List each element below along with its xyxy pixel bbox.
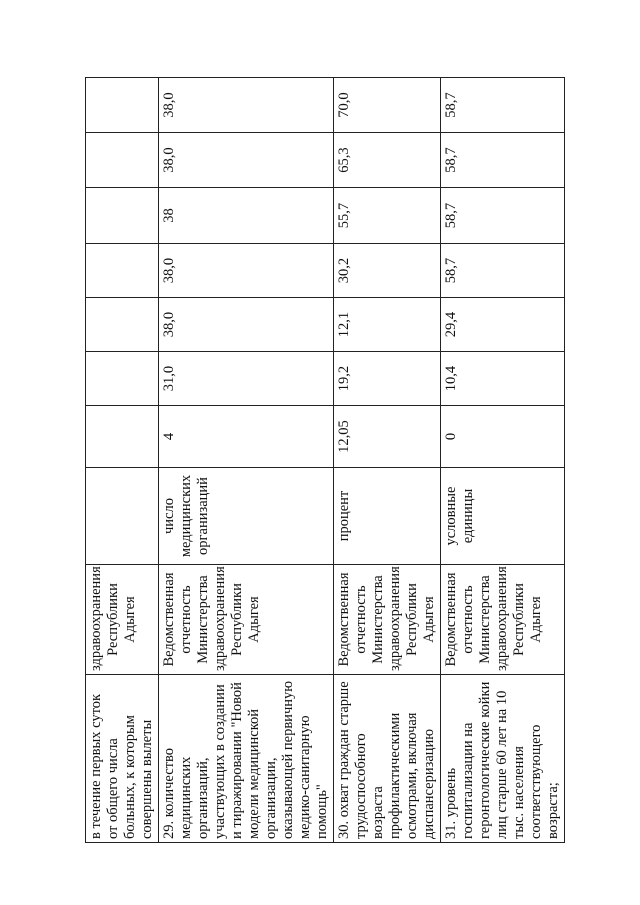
unit-cell: процент [334, 468, 441, 565]
value-cell [86, 406, 159, 468]
rotated-table-wrapper [85, 78, 561, 843]
value-cell: 58,7 [441, 188, 565, 244]
value-cell: 31,0 [159, 352, 334, 406]
value-cell: 70,0 [334, 78, 441, 133]
indicators-table [85, 77, 565, 843]
value-cell [86, 352, 159, 406]
value-cell: 55,7 [334, 188, 441, 244]
indicator-cell: в течение первых суток от общего числа больных, к которым совершены вылеты [86, 675, 159, 843]
value-cell: 10,4 [441, 352, 565, 406]
unit-cell: условные единицы [441, 468, 565, 565]
value-cell: 58,7 [441, 133, 565, 188]
unit-cell [86, 468, 159, 565]
value-cell [86, 78, 159, 133]
value-cell: 4 [159, 406, 334, 468]
source-cell: Ведомственная отчетность Министерства здравоохранения Республики Адыгея [159, 565, 334, 675]
source-cell: здравоохранения Республики Адыгея [86, 565, 159, 675]
table-row [159, 78, 334, 843]
indicator-cell: 29. количество медицинских организаций, участвующих в создании и тиражировании "Новой модели медицинской организации, оказывающей первичную медико-санитарную помощь" [159, 675, 334, 843]
value-cell: 58,7 [441, 78, 565, 133]
value-cell: 29,4 [441, 298, 565, 352]
value-cell: 30,2 [334, 244, 441, 298]
table-row [334, 78, 441, 843]
value-cell: 0 [441, 406, 565, 468]
unit-cell: число медицинских организаций [159, 468, 334, 565]
value-cell: 38,0 [159, 244, 334, 298]
value-cell: 38,0 [159, 133, 334, 188]
value-cell: 65,3 [334, 133, 441, 188]
value-cell: 58,7 [441, 244, 565, 298]
value-cell [86, 133, 159, 188]
value-cell: 12,05 [334, 406, 441, 468]
source-cell: Ведомственная отчетность Министерства здравоохранения Республики Адыгея [441, 565, 565, 675]
table-row [86, 78, 159, 843]
indicator-cell: 30. охват граждан старше трудоспособного возраста профилактическими осмотрами, включая диспансеризацию [334, 675, 441, 843]
value-cell: 38 [159, 188, 334, 244]
value-cell: 12,1 [334, 298, 441, 352]
table-row [441, 78, 565, 843]
value-cell [86, 244, 159, 298]
value-cell [86, 298, 159, 352]
value-cell: 19,2 [334, 352, 441, 406]
value-cell: 38,0 [159, 298, 334, 352]
indicator-cell: 31. уровень госпитализации на геронтологические койки лиц старше 60 лет на 10 тыс. населения соответствующего возраста; [441, 675, 565, 843]
value-cell: 38,0 [159, 78, 334, 133]
source-cell: Ведомственная отчетность Министерства здравоохранения Республики Адыгея [334, 565, 441, 675]
value-cell [86, 188, 159, 244]
